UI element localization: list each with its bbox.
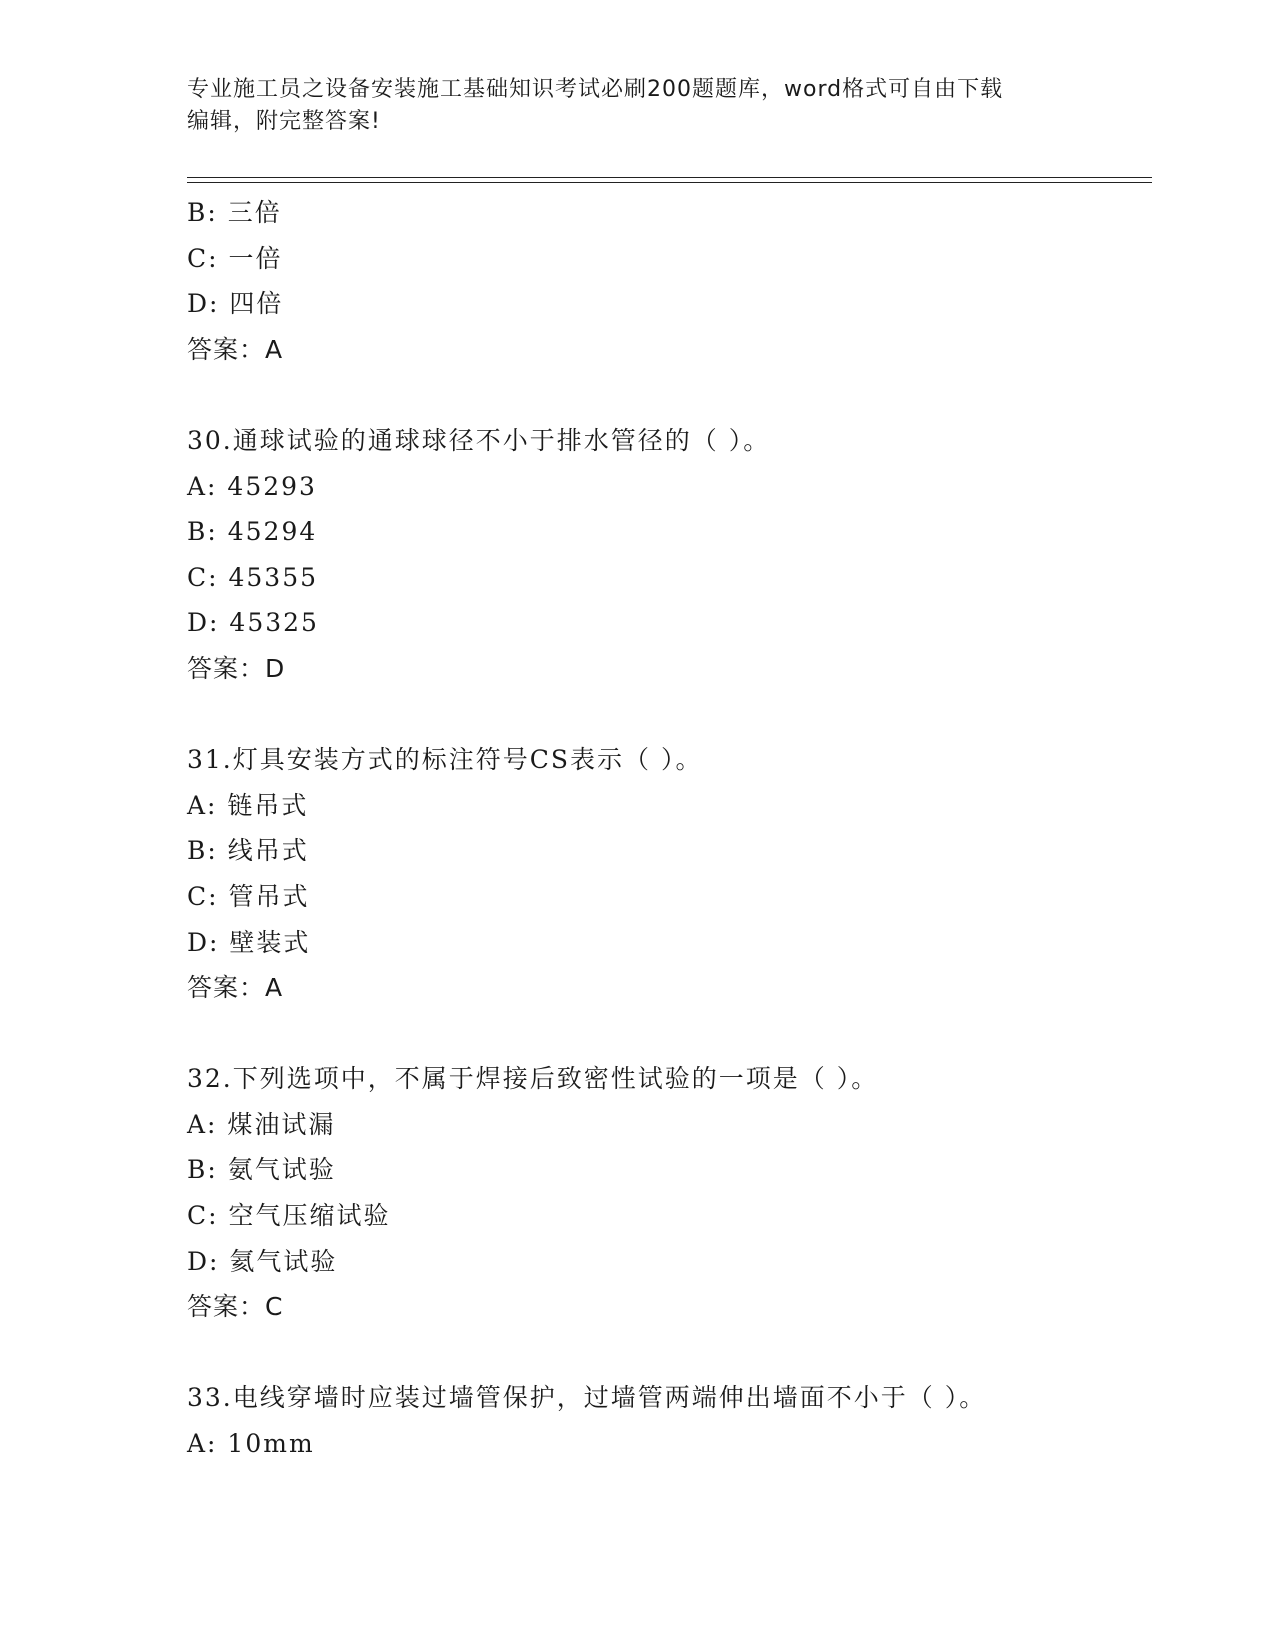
option-c: C: 管吊式 — [187, 881, 310, 911]
option-a: A: 链吊式 — [187, 790, 309, 820]
question-list — [187, 190, 1152, 1467]
header-line-2: 编辑，附完整答案! — [187, 109, 381, 134]
option-a: A: 10mm — [187, 1429, 315, 1459]
question-29-tail — [187, 190, 1152, 372]
answer-line: 答案：A — [187, 973, 284, 1003]
option-b: B: 三倍 — [187, 198, 282, 227]
option-c: C: 空气压缩试验 — [187, 1201, 391, 1231]
spacer — [187, 372, 1152, 418]
question-stem: 32.下列选项中，不属于焊接后致密性试验的一项是（ ）。 — [187, 1064, 879, 1094]
document-header — [187, 74, 1067, 138]
answer-line: 答案：D — [187, 653, 286, 683]
answer-line: 答案：C — [187, 1292, 284, 1322]
option-a: A: 45293 — [187, 471, 317, 501]
option-d: D: 氦气试验 — [187, 1246, 338, 1276]
question-31 — [187, 737, 1152, 1011]
question-33 — [187, 1375, 1152, 1466]
question-stem: 33.电线穿墙时应装过墙管保护，过墙管两端伸出墙面不小于（ ）。 — [187, 1383, 987, 1413]
header-rule-bottom — [187, 182, 1152, 183]
option-d: D: 壁装式 — [187, 927, 311, 957]
option-d: D: 四倍 — [187, 289, 284, 319]
option-c: C: 45355 — [187, 562, 319, 592]
question-stem: 30.通球试验的通球球径不小于排水管径的（ ）。 — [187, 425, 771, 455]
spacer — [187, 692, 1152, 738]
question-30 — [187, 418, 1152, 692]
spacer — [187, 1330, 1152, 1376]
answer-line: 答案：A — [187, 334, 284, 364]
question-stem: 31.灯具安装方式的标注符号CS表示（ ）。 — [187, 745, 703, 775]
spacer — [187, 1011, 1152, 1057]
option-a: A: 煤油试漏 — [187, 1109, 336, 1139]
option-b: B: 45294 — [187, 517, 318, 547]
question-32 — [187, 1056, 1152, 1330]
header-rule-top — [187, 177, 1152, 178]
option-c: C: 一倍 — [187, 243, 283, 273]
option-b: B: 线吊式 — [187, 836, 309, 866]
option-d: D: 45325 — [187, 608, 319, 638]
option-b: B: 氨气试验 — [187, 1155, 336, 1185]
header-line-1: 专业施工员之设备安装施工基础知识考试必刷200题题库，word格式可自由下载 — [187, 77, 1004, 102]
